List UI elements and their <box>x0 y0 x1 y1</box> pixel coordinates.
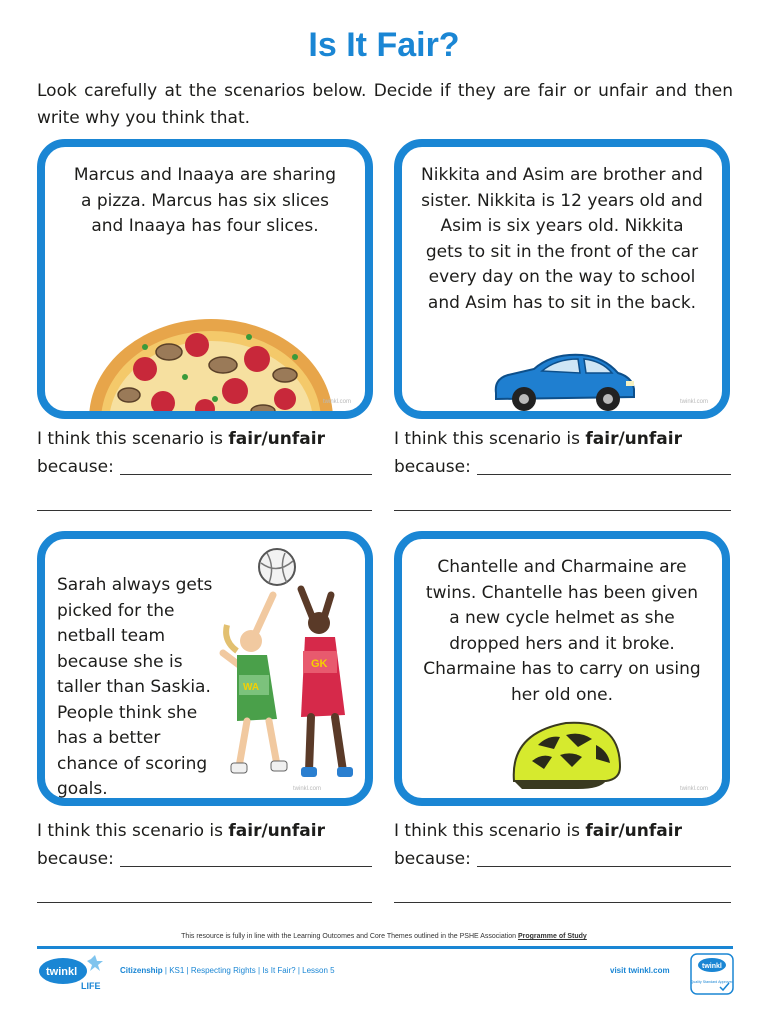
because-label: because: <box>37 457 114 477</box>
scenario-card-2 <box>394 139 730 419</box>
quality-standard-badge-icon <box>690 953 734 995</box>
netball-players-icon <box>217 545 367 790</box>
answer-prompt-1 <box>37 425 373 481</box>
because-label: because: <box>394 457 471 477</box>
twinkl-life-logo[interactable] <box>37 953 107 993</box>
pshe-note <box>0 933 768 940</box>
watermark: twinkl.com <box>292 786 321 792</box>
because-label: because: <box>394 849 471 869</box>
answer-line[interactable] <box>37 902 372 903</box>
answer-line[interactable] <box>477 866 731 867</box>
answer-line[interactable] <box>120 474 372 475</box>
answer-line[interactable] <box>394 902 731 903</box>
answer-line[interactable] <box>37 510 372 511</box>
answer-prompt-3 <box>37 817 373 873</box>
scenario-card-3 <box>37 531 373 806</box>
car-icon <box>490 349 640 413</box>
subject-label: Citizenship <box>120 966 163 975</box>
fair-unfair-label: fair/unfair <box>585 821 682 841</box>
watermark: twinkl.com <box>322 399 351 405</box>
answer-line[interactable] <box>394 510 731 511</box>
scenario-card-4 <box>394 531 730 806</box>
answer-prefix: I think this scenario is <box>394 821 586 841</box>
answer-line[interactable] <box>120 866 372 867</box>
logo-word: twinkl <box>46 966 78 978</box>
instructions: Look carefully at the scenarios below. Decide if they are fair or unfair and then write why you think that. <box>37 81 733 128</box>
watermark: twinkl.com <box>679 399 708 405</box>
badge-word: twinkl <box>702 963 722 970</box>
fair-unfair-label: fair/unfair <box>228 429 325 449</box>
scenario-text: Marcus and Inaaya are sharing a pizza. Marcus has six slices and Inaaya has four slices. <box>73 165 337 236</box>
answer-prefix: I think this scenario is <box>394 429 586 449</box>
because-label: because: <box>37 849 114 869</box>
answer-prompt-2 <box>394 425 734 481</box>
bib-label-wa: WA <box>243 682 260 693</box>
programme-of-study-link[interactable]: Programme of Study <box>517 933 587 940</box>
answer-line[interactable] <box>477 474 731 475</box>
fair-unfair-label: fair/unfair <box>585 429 682 449</box>
scenario-text: Sarah always gets picked for the netball team because she is taller than Saskia. People think she has a better chance of scoring goals. <box>57 575 213 799</box>
answer-prompt-4 <box>394 817 734 873</box>
scenario-text: Chantelle and Charmaine are twins. Chantelle has been given a new cycle helmet as she dropped hers and it broke. Charmaine has to carry on using her old one. <box>423 557 701 705</box>
watermark: twinkl.com <box>679 786 708 792</box>
pshe-note-text: This resource is fully in line with the Learning Outcomes and Core Themes outlined in the PSHE Association <box>181 933 518 940</box>
pizza-icon <box>85 307 337 417</box>
lesson-breadcrumb: | KS1 | Respecting Rights | Is It Fair? | Lesson 5 <box>162 966 335 975</box>
footer-divider <box>37 946 733 949</box>
badge-sub: Quality Standard Approved <box>690 980 734 984</box>
answer-prefix: I think this scenario is <box>37 429 229 449</box>
page-title: Is It Fair? <box>308 26 460 64</box>
footer-breadcrumb <box>120 966 335 975</box>
scenario-card-1 <box>37 139 373 419</box>
bib-label-gk: GK <box>311 658 328 670</box>
answer-prefix: I think this scenario is <box>37 821 229 841</box>
scenario-text: Nikkita and Asim are brother and sister. Nikkita is 12 years old and Asim is six years old. Nikkita gets to sit in the front of the car every day on the way to school and Asim has to sit in the back. <box>421 165 703 313</box>
fair-unfair-label: fair/unfair <box>228 821 325 841</box>
visit-twinkl-link[interactable]: visit twinkl.com <box>610 966 670 975</box>
logo-sub: LIFE <box>81 981 101 991</box>
cycle-helmet-icon <box>508 715 624 791</box>
